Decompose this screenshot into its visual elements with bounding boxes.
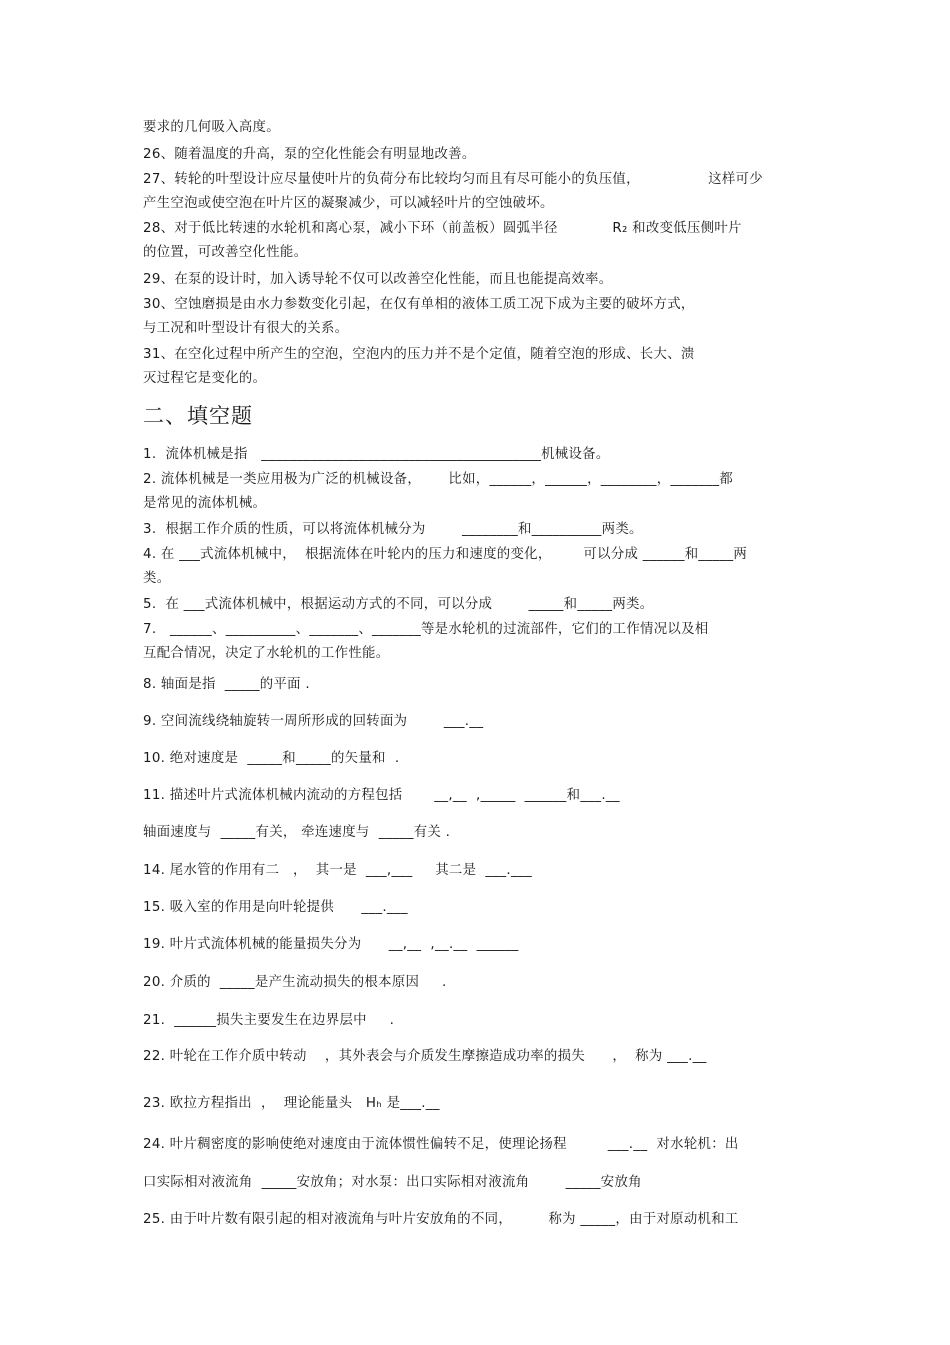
fill-line-14: 轴面速度与 _____有关， 牵连速度与 _____有关 . [143, 825, 451, 840]
tf-line-3: 27、转轮的叶型设计应尽量使叶片的负荷分布比较均匀而且有尽可能小的负压值， 这样可少 [143, 172, 763, 187]
tf-line-6: 的位置，可改善空化性能。 [143, 245, 308, 260]
fill-line-22: 24. 叶片稠密度的影响使绝对速度由于流体惯性偏转不足，使理论扬程 ___.__ 对水轮机：出 [143, 1137, 739, 1152]
tf-line-10: 31、在空化过程中所产生的空泡，空泡内的压力并不是个定值，随着空泡的形成、长大、溃 [143, 347, 695, 362]
fill-line-1: 1. 流体机械是指 ________________________________________机械设备。 [143, 447, 610, 462]
section-title: 二、填空题 [143, 404, 253, 428]
tf-line-8: 30、空蚀磨损是由水力参数变化引起，在仅有单相的液体工质工况下成为主要的破坏方式， [143, 297, 695, 312]
fill-line-9: 互配合情况，决定了水轮机的工作性能。 [143, 646, 390, 661]
fill-line-8: 7. ______、__________、_______、_______等是水轮机的过流部件，它们的工作情况以及相 [143, 622, 709, 637]
fill-line-13: 11. 描述叶片式流体机械内流动的方程包括 __,__ ,_____ ______和___.__ [143, 788, 620, 803]
fill-line-16: 15. 吸入室的作用是向叶轮提供 ___.___ [143, 900, 408, 915]
fill-line-4: 3. 根据工作介质的性质，可以将流体机械分为 ________和__________两类。 [143, 522, 643, 537]
fill-line-7: 5. 在 ___式流体机械中，根据运动方式的不同，可以分成 _____和_____两类。 [143, 597, 654, 612]
fill-line-15: 14. 尾水管的作用有二 ， 其一是 ___,___ 其二是 ___.___ [143, 863, 532, 878]
fill-line-20: 22. 叶轮在工作介质中转动 ，其外表会与介质发生摩擦造成功率的损失 ， 称为 ___.__ [143, 1049, 707, 1064]
fill-line-24: 25. 由于叶片数有限引起的相对液流角与叶片安放角的不同， 称为 _____，由于对原动机和工 [143, 1212, 739, 1227]
tf-line-7: 29、在泵的设计时，加入诱导轮不仅可以改善空化性能，而且也能提高效率。 [143, 272, 613, 287]
fill-line-19: 21. ______损失主要发生在边界层中 . [143, 1013, 395, 1028]
fill-line-3: 是常见的流体机械。 [143, 496, 267, 511]
fill-line-17: 19. 叶片式流体机械的能量损失分为 __,__ ,__.__ ______ [143, 937, 519, 952]
fill-line-21: 23. 欧拉方程指出 ， 理论能量头 Hₕ 是___.__ [143, 1096, 440, 1111]
fill-line-12: 10. 绝对速度是 _____和_____的矢量和 . [143, 751, 400, 766]
tf-line-9: 与工况和叶型设计有很大的关系。 [143, 321, 349, 336]
tf-line-5: 28、对于低比转速的水轮机和离心泵，减小下环（前盖板）圆弧半径 R₂ 和改变低压侧叶片 [143, 221, 742, 236]
fill-line-6: 类。 [143, 571, 171, 586]
fill-line-10: 8. 轴面是指 _____的平面 . [143, 677, 310, 692]
fill-line-23: 口实际相对液流角 _____安放角；对水泵：出口实际相对液流角 _____安放角 [143, 1175, 642, 1190]
tf-line-1: 要求的几何吸入高度。 [143, 120, 280, 135]
tf-line-4: 产生空泡或使空泡在叶片区的凝聚减少，可以减轻叶片的空蚀破坏。 [143, 196, 554, 211]
tf-line-2: 26、随着温度的升高，泵的空化性能会有明显地改善。 [143, 147, 476, 162]
fill-line-5: 4. 在 ___式流体机械中， 根据流体在叶轮内的压力和速度的变化， 可以分成 ______和_____两 [143, 547, 748, 562]
fill-line-18: 20. 介质的 _____是产生流动损失的根本原因 . [143, 975, 447, 990]
fill-line-2: 2. 流体机械是一类应用极为广泛的机械设备， 比如，______，______，________，_______都 [143, 472, 734, 487]
fill-line-11: 9. 空间流线绕轴旋转一周所形成的回转面为 ___.__ [143, 714, 484, 729]
tf-line-11: 灭过程它是变化的。 [143, 371, 267, 386]
